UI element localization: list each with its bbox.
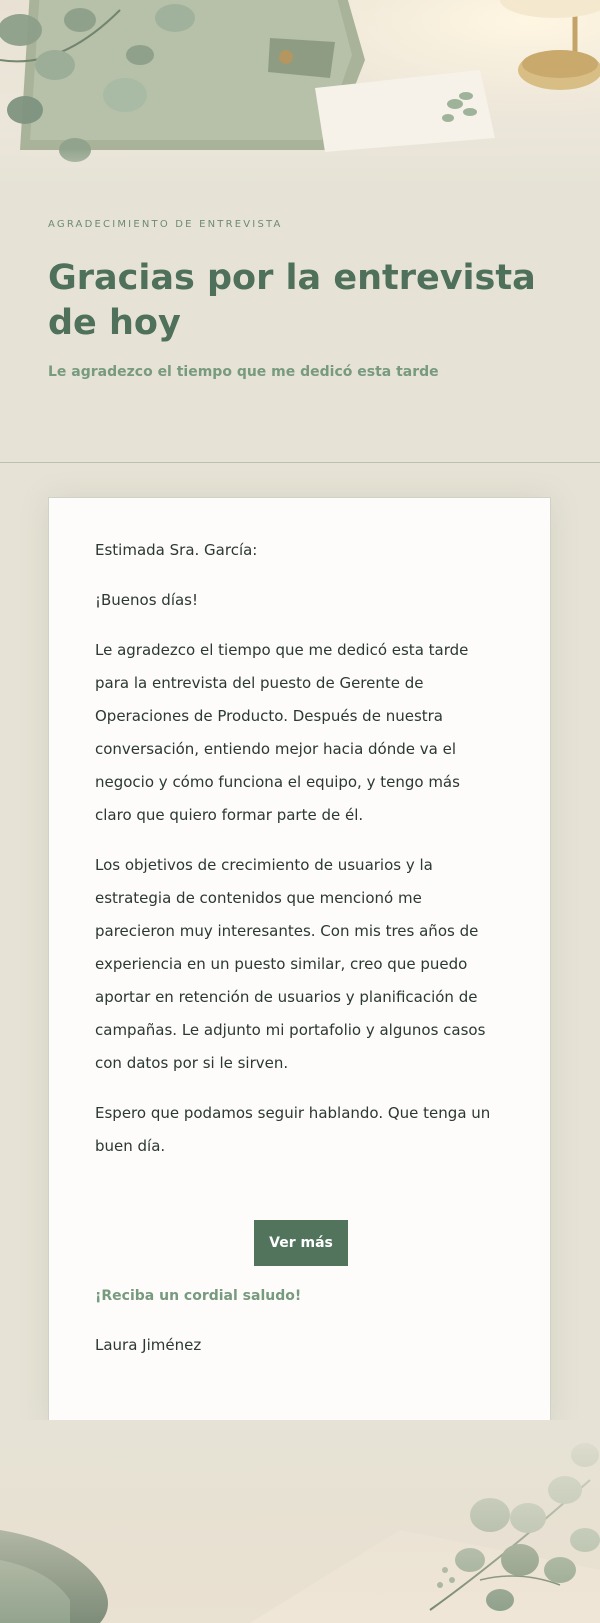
- letter-paragraph: Espero que podamos seguir hablando. Que tenga un buen día.: [95, 1104, 491, 1155]
- letter-greeting: Estimada Sra. García:: [95, 541, 258, 559]
- footer-image: [0, 1420, 600, 1623]
- header-image: [0, 0, 600, 200]
- button-clasp-icon: [279, 50, 293, 64]
- page-subtitle: Le agradezco el tiempo que me dedicó esta tarde: [48, 364, 439, 380]
- page-title: Gracias por la entrevista de hoy: [48, 258, 536, 343]
- see-more-button[interactable]: Ver más: [254, 1220, 348, 1266]
- header-divider: [0, 462, 600, 463]
- desk-illustration: [0, 0, 600, 200]
- letter-paragraph: Los objetivos de crecimiento de usuarios y la estrategia de contenidos que mencionó me parecieron muy interesantes. Con mis tres años de experiencia en un puesto similar, creo que puedo aportar en retención de usuarios y planificación de campañas. Le adjunto mi portafolio y algunos casos con datos por si le sirven.: [95, 856, 486, 1072]
- letter-salutation: ¡Buenos días!: [95, 591, 199, 609]
- letter-card: [48, 497, 551, 1428]
- eyebrow-label: AGRADECIMIENTO DE ENTREVISTA: [48, 219, 283, 230]
- footer-illustration: [0, 1420, 600, 1623]
- letter-body: [95, 534, 500, 1180]
- letter-signature: Laura Jiménez: [95, 1336, 202, 1354]
- letter-closing: ¡Reciba un cordial saludo!: [95, 1288, 302, 1304]
- letter-paragraph: Le agradezco el tiempo que me dedicó esta tarde para la entrevista del puesto de Gerente de Operaciones de Producto. Después de nuestra conversación, entiendo mejor hacia dónde va el negocio y cómo funciona el equipo, y tengo más claro que quiero formar parte de él.: [95, 641, 469, 824]
